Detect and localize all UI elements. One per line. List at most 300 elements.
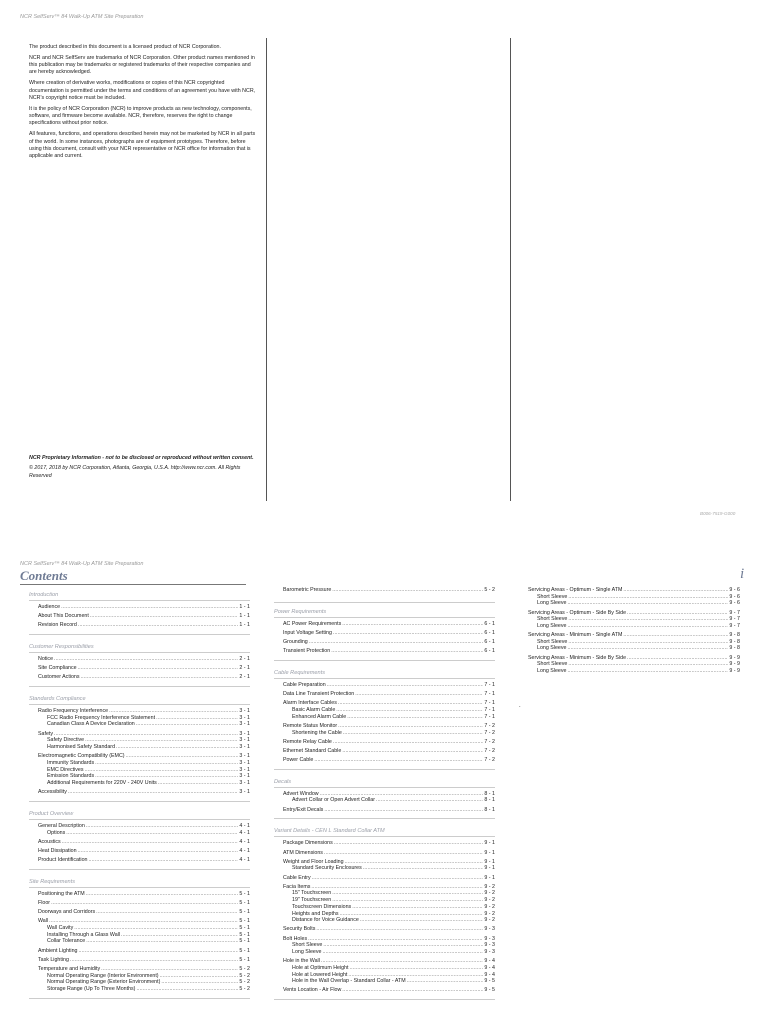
toc-entry-page: 9 - 8 [729, 632, 740, 639]
toc-entry-page: 9 - 3 [484, 935, 495, 942]
toc-entry[interactable] [274, 859, 495, 866]
toc-entry-title: Distance for Voice Guidance [292, 917, 359, 924]
toc-leader [568, 639, 728, 646]
toc-entry-title: Power Cable [283, 757, 314, 764]
toc-leader [156, 715, 238, 722]
toc-leader [49, 918, 238, 925]
toc-entry-page: 9 - 6 [729, 593, 740, 600]
toc-entry[interactable] [29, 918, 250, 925]
section-rule [29, 704, 250, 705]
toc-entry-title: EMC Directives [47, 766, 84, 773]
toc-leader [126, 753, 239, 760]
title-rule [20, 584, 246, 585]
toc-entry-title: Heat Dissipation [38, 847, 77, 854]
toc-leader [312, 875, 484, 882]
toc-entry[interactable] [29, 737, 250, 744]
toc-entry[interactable] [274, 691, 495, 698]
section-rule [29, 634, 250, 635]
toc-entry-title: Hole at Lowered Height [292, 971, 348, 978]
toc-entry[interactable] [29, 744, 250, 751]
toc-entry-page: 9 - 2 [484, 917, 495, 924]
toc-entry-page: 4 - 1 [239, 857, 250, 864]
toc-entry-title: ATM Dimensions [283, 849, 323, 856]
toc-entry-page: 7 - 1 [484, 706, 495, 713]
toc-entry[interactable] [519, 661, 740, 668]
toc-leader [333, 739, 484, 746]
toc-entry[interactable] [29, 823, 250, 830]
toc-entry-title: Long Sleeve [537, 600, 567, 607]
toc-entry[interactable] [29, 957, 250, 964]
toc-entry[interactable] [519, 623, 740, 630]
toc-entry[interactable] [274, 840, 495, 847]
toc-entry[interactable] [29, 656, 250, 663]
toc-entry-page: 5 - 2 [239, 979, 250, 986]
toc-entry-title: AC Power Requirements [283, 620, 342, 627]
section-rule [274, 678, 495, 679]
toc-entry[interactable] [29, 674, 250, 681]
toc-entry-page: 3 - 1 [239, 744, 250, 751]
toc-leader [51, 900, 238, 907]
toc-entry[interactable] [29, 604, 250, 611]
toc-entry[interactable] [29, 613, 250, 620]
toc-entry-page: 7 - 2 [484, 757, 495, 764]
toc-leader [78, 665, 239, 672]
toc-leader [338, 700, 484, 707]
toc-entry[interactable] [274, 875, 495, 882]
toc-entry-title: Touchscreen Dimensions [292, 903, 352, 910]
toc-leader [334, 840, 484, 847]
toc-leader [567, 668, 728, 675]
toc-entry-title: Wall [38, 918, 49, 925]
toc-entry[interactable] [274, 682, 495, 689]
toc-section-heading[interactable]: Variant Details - CEN L Standard Collar ATM [274, 828, 385, 835]
toc-leader [568, 594, 728, 601]
toc-leader [338, 723, 483, 730]
toc-entry-title: Servicing Areas - Optimum - Side By Side [528, 609, 627, 616]
toc-entry-title: Task Lighting [38, 956, 69, 963]
toc-entry[interactable] [274, 791, 495, 798]
toc-entry[interactable] [29, 722, 250, 729]
toc-entry[interactable] [519, 594, 740, 601]
document-number: B006-7519-G000 [700, 511, 736, 516]
toc-entry[interactable] [29, 773, 250, 780]
toc-entry-page: 3 - 1 [239, 737, 250, 744]
legal-paragraph: Where creation of derivative works, modifications or copies of this NCR copyrighted documentation is permitted under the terms and conditions of an agreement you have with NCR, NCR's copyright notice must be included. [29, 80, 256, 101]
toc-entry[interactable] [519, 655, 740, 662]
toc-entry[interactable] [29, 938, 250, 945]
toc-entry[interactable] [274, 798, 495, 805]
toc-leader [567, 623, 728, 630]
toc-entry-title: Alarm Interface Cables [283, 700, 337, 707]
toc-leader [336, 707, 483, 714]
toc-entry[interactable] [274, 926, 495, 933]
toc-section [274, 669, 495, 770]
toc-leader [323, 942, 483, 949]
toc-leader [88, 857, 238, 864]
toc-entry[interactable] [519, 632, 740, 639]
toc-entry-title: Safety Directive [47, 737, 85, 744]
toc-entry[interactable] [274, 936, 495, 943]
toc-entry-page: 9 - 4 [484, 964, 495, 971]
toc-entry[interactable] [274, 639, 495, 646]
toc-entry[interactable] [519, 587, 740, 594]
toc-entry[interactable] [274, 730, 495, 737]
toc-entry-page: 7 - 1 [484, 681, 495, 688]
toc-leader [309, 639, 484, 646]
toc-entry[interactable] [29, 622, 250, 629]
page-number: i [740, 566, 745, 582]
toc-leader [70, 957, 238, 964]
toc-entry-page: 9 - 7 [729, 622, 740, 629]
toc-entry[interactable] [519, 639, 740, 646]
toc-leader [61, 604, 238, 611]
toc-leader [86, 891, 239, 898]
toc-entry-title: Grounding [283, 639, 308, 646]
toc-leader [343, 730, 484, 737]
toc-leader [347, 714, 483, 721]
section-rule [274, 787, 495, 788]
toc-leader [86, 938, 238, 945]
toc-entry-title: Data Line Transient Protection [283, 691, 355, 698]
toc-section-heading[interactable]: Customer Responsibilities [29, 644, 94, 651]
toc-leader [86, 823, 239, 830]
toc-entry[interactable] [274, 865, 495, 872]
toc-entry-page: 3 - 1 [239, 730, 250, 737]
toc-entry[interactable] [274, 978, 495, 985]
toc-leader [308, 936, 483, 943]
toc-entry[interactable] [274, 850, 495, 857]
toc-entry-title: Revision Record [38, 622, 77, 629]
toc-entry[interactable] [519, 646, 740, 653]
toc-entry-page: 3 - 1 [239, 779, 250, 786]
toc-entry[interactable] [29, 932, 250, 939]
toc-entry-page: 9 - 2 [484, 910, 495, 917]
toc-section [29, 878, 250, 999]
toc-leader [81, 674, 239, 681]
page-header: NCR SelfServ™ 84 Walk-Up ATM Site Preparation [20, 14, 144, 20]
toc-entry-page: 8 - 1 [484, 797, 495, 804]
toc-entry-page: 3 - 1 [239, 789, 250, 796]
toc-entry[interactable] [29, 708, 250, 715]
toc-entry-page: 9 - 3 [484, 948, 495, 955]
toc-entry-page: 9 - 1 [484, 874, 495, 881]
toc-entry-title: Cable Entry [283, 874, 311, 881]
toc-entry-page: 5 - 2 [239, 986, 250, 993]
toc-entry-page: 3 - 1 [239, 759, 250, 766]
toc-entry-page: 8 - 1 [484, 806, 495, 813]
toc-leader [78, 622, 239, 629]
toc-entry-page: 4 - 1 [239, 829, 250, 836]
toc-entry[interactable] [274, 648, 495, 655]
toc-column-3 [519, 587, 740, 675]
toc-leader [316, 926, 483, 933]
toc-entry[interactable] [29, 979, 250, 986]
toc-entry-title: Positioning the ATM [38, 890, 85, 897]
toc-entry[interactable] [274, 587, 495, 594]
toc-entry-title: Cable Preparation [283, 681, 326, 688]
toc-entry[interactable] [274, 904, 495, 911]
toc-entry[interactable] [274, 891, 495, 898]
toc-section-heading[interactable]: Decals [274, 778, 292, 785]
toc-entry-title: Standard Security Enclosures [292, 865, 362, 872]
toc-entry-page: 9 - 8 [729, 645, 740, 652]
toc-entry[interactable] [29, 857, 250, 864]
toc-entry-title: Accessibility [38, 789, 67, 796]
toc-entry-page: 4 - 1 [239, 847, 250, 854]
toc-leader [627, 655, 728, 662]
toc-entry-title: Site Compliance [38, 665, 77, 672]
toc-entry-page: 6 - 1 [484, 620, 495, 627]
toc-section-heading[interactable]: Power Requirements [274, 608, 327, 615]
toc-leader [95, 773, 238, 780]
toc-entry-page: 2 - 1 [239, 674, 250, 681]
toc-section-heading[interactable]: Cable Requirements [274, 669, 325, 676]
section-rule [29, 652, 250, 653]
toc-entry-page: 7 - 2 [484, 729, 495, 736]
proprietary-block [29, 455, 261, 483]
toc-entry-title: Normal Operating Range (Interior Environment) [47, 972, 159, 979]
toc-entry-title: Advert Window [283, 790, 319, 797]
toc-entry[interactable] [274, 748, 495, 755]
toc-entry[interactable] [519, 600, 740, 607]
proprietary-notice: NCR Proprietary Information - not to be disclosed or reproduced without written consent. [29, 455, 254, 461]
toc-entry-page: 9 - 9 [729, 668, 740, 675]
toc-section [29, 695, 250, 802]
toc-entry[interactable] [29, 973, 250, 980]
toc-leader [320, 791, 484, 798]
toc-leader [78, 848, 239, 855]
toc-entry-page: 4 - 1 [239, 838, 250, 845]
toc-entry-title: Product Identification [38, 857, 88, 864]
toc-entry-title: Transient Protection [283, 648, 331, 655]
toc-entry-title: Audience [38, 603, 61, 610]
toc-entry[interactable] [274, 621, 495, 628]
toc-section-heading[interactable]: Standards Compliance [29, 696, 86, 703]
toc-entry-page: 2 - 1 [239, 656, 250, 663]
column-divider [510, 38, 511, 501]
toc-leader [324, 807, 483, 814]
toc-entry-page: 9 - 1 [484, 865, 495, 872]
toc-entry[interactable] [519, 616, 740, 623]
toc-entry-title: Remote Status Monitor [283, 722, 338, 729]
section-rule [29, 869, 250, 870]
toc-entry[interactable] [274, 739, 495, 746]
toc-entry-title: Enhanced Alarm Cable [292, 713, 347, 720]
toc-section [274, 827, 495, 1000]
toc-entry-page: 8 - 1 [484, 790, 495, 797]
toc-entry[interactable] [274, 757, 495, 764]
toc-entry[interactable] [274, 958, 495, 965]
toc-leader [121, 932, 238, 939]
toc-entry-page: 5 - 1 [239, 925, 250, 932]
toc-entry[interactable] [274, 714, 495, 721]
toc-entry-title: Ambient Lighting [38, 947, 78, 954]
toc-entry[interactable] [274, 884, 495, 891]
toc-leader [376, 797, 483, 804]
toc-entry[interactable] [29, 900, 250, 907]
toc-leader [331, 648, 483, 655]
toc-entry-title: Storage Range (Up To Three Months) [47, 986, 136, 993]
toc-entry-title: Long Sleeve [537, 668, 567, 675]
toc-entry-page: 9 - 5 [484, 987, 495, 994]
toc-leader [54, 656, 238, 663]
toc-entry[interactable] [29, 715, 250, 722]
toc-entry-page: 7 - 2 [484, 747, 495, 754]
toc-section-heading[interactable]: Product Overview [29, 810, 74, 817]
toc-entry-title: Package Dimensions [283, 840, 333, 847]
toc-entry-title: Short Sleeve [537, 638, 568, 645]
toc-entry[interactable] [29, 665, 250, 672]
toc-section [274, 778, 495, 820]
toc-leader [74, 925, 238, 932]
toc-entry[interactable] [29, 830, 250, 837]
legal-notice [29, 44, 259, 164]
toc-leader [160, 973, 239, 980]
toc-entry[interactable] [274, 911, 495, 918]
toc-entry[interactable] [274, 723, 495, 730]
toc-entry-title: Emission Standards [47, 773, 95, 780]
section-rule [29, 998, 250, 999]
toc-entry[interactable] [29, 789, 250, 796]
toc-entry[interactable] [274, 987, 495, 994]
toc-entry-page: 9 - 2 [484, 903, 495, 910]
toc-entry[interactable] [274, 630, 495, 637]
toc-leader [623, 632, 728, 639]
toc-entry-page: 5 - 1 [239, 931, 250, 938]
section-rule [274, 999, 495, 1000]
toc-entry-title: General Description [38, 822, 85, 829]
toc-entry[interactable] [274, 897, 495, 904]
toc-entry[interactable] [274, 707, 495, 714]
toc-leader [342, 621, 483, 628]
toc-entry-page: 9 - 7 [729, 616, 740, 623]
toc-section-heading[interactable]: Introduction [29, 592, 59, 598]
toc-leader [627, 610, 728, 617]
toc-entry-title: Wall Cavity [47, 925, 74, 932]
toc-column-2 [274, 587, 495, 1008]
toc-entry-title: Acoustics [38, 838, 61, 845]
toc-leader [324, 850, 483, 857]
toc-leader [350, 965, 484, 972]
section-rule [29, 887, 250, 888]
toc-entry[interactable] [29, 966, 250, 973]
toc-entry[interactable] [29, 767, 250, 774]
toc-entry-title: Safety [38, 730, 54, 737]
toc-entry-title: Immunity Standards [47, 759, 95, 766]
toc-entry-title: FCC Radio Frequency Interference Statement [47, 714, 156, 721]
toc-leader [158, 780, 239, 787]
toc-entry[interactable] [274, 949, 495, 956]
toc-entry-page: 5 - 1 [239, 909, 250, 916]
toc-leader [54, 731, 238, 738]
section-rule [274, 836, 495, 837]
toc-entry[interactable] [29, 909, 250, 916]
toc-entry[interactable] [519, 668, 740, 675]
section-rule [274, 769, 495, 770]
toc-entry-title: Floor [38, 899, 51, 906]
toc-entry-page: 9 - 3 [484, 926, 495, 933]
toc-leader [363, 865, 484, 872]
toc-entry-title: 19" Touchscreen [292, 897, 332, 904]
toc-leader [95, 760, 238, 767]
toc-leader [332, 897, 483, 904]
toc-entry-page: 1 - 1 [239, 613, 250, 620]
toc-entry[interactable] [29, 891, 250, 898]
toc-column-1 [29, 591, 250, 1007]
toc-entry[interactable] [29, 760, 250, 767]
section-rule [29, 801, 250, 802]
toc-leader [62, 839, 239, 846]
section-rule [274, 818, 495, 819]
toc-leader [352, 904, 483, 911]
section-rule [29, 600, 250, 601]
toc-entry-title: Shortening the Cable [292, 729, 342, 736]
toc-leader [101, 966, 238, 973]
toc-entry-title: Security Bolts [283, 926, 316, 933]
toc-section-heading[interactable]: Site Requirements [29, 878, 76, 885]
toc-leader [345, 859, 484, 866]
toc-entry-title: Doorways and Corridors [38, 909, 96, 916]
toc-entry[interactable] [274, 807, 495, 814]
toc-leader [332, 587, 483, 594]
toc-entry-title: Short Sleeve [537, 616, 568, 623]
section-rule [274, 617, 495, 618]
toc-leader [109, 708, 238, 715]
toc-entry[interactable] [274, 917, 495, 924]
toc-entry-title: Entry/Exit Decals [283, 806, 324, 813]
toc-entry[interactable] [274, 700, 495, 707]
toc-entry[interactable] [29, 986, 250, 993]
toc-entry-page: 1 - 1 [239, 622, 250, 629]
toc-entry-page: 3 - 1 [239, 714, 250, 721]
toc-entry-title: Hole at Optimum Height [292, 964, 349, 971]
toc-entry-title: Harmonised Safety Standard [47, 744, 116, 751]
copyright-notice: © 2017, 2018 by NCR Corporation, Atlanta, Georgia, U.S.A. http://www.ncr.com. All Rights Reserved [29, 465, 241, 479]
toc-entry-page: 9 - 3 [484, 942, 495, 949]
toc-entry-page: 7 - 2 [484, 722, 495, 729]
toc-section [274, 608, 495, 661]
toc-entry[interactable] [519, 610, 740, 617]
toc-entry-page: 9 - 2 [484, 883, 495, 890]
toc-entry[interactable] [29, 948, 250, 955]
toc-entry[interactable] [274, 972, 495, 979]
toc-entry[interactable] [274, 942, 495, 949]
toc-entry-page: 5 - 2 [484, 586, 495, 593]
toc-entry[interactable] [29, 753, 250, 760]
toc-entry[interactable] [29, 731, 250, 738]
toc-entry[interactable] [29, 925, 250, 932]
toc-entry-title: Additional Requirements for 220V - 240V Units [47, 779, 157, 786]
toc-entry-title: Weight and Floor Loading [283, 858, 344, 865]
toc-entry-page: 3 - 1 [239, 766, 250, 773]
toc-entry[interactable] [29, 848, 250, 855]
toc-entry-page: 6 - 1 [484, 639, 495, 646]
toc-entry-page: 9 - 9 [729, 661, 740, 668]
toc-leader [623, 587, 728, 594]
toc-entry[interactable] [29, 780, 250, 787]
toc-leader [66, 830, 238, 837]
toc-entry[interactable] [29, 839, 250, 846]
toc-section [29, 591, 250, 635]
toc-entry-page: 9 - 9 [729, 654, 740, 661]
toc-entry-page: 5 - 1 [239, 956, 250, 963]
toc-entry-title: Short Sleeve [292, 942, 323, 949]
toc-entry-title: Remote Relay Cable [283, 738, 332, 745]
toc-entry-title: Servicing Areas - Minimum - Single ATM [528, 632, 623, 639]
toc-entry[interactable] [274, 965, 495, 972]
toc-entry-page: 6 - 1 [484, 629, 495, 636]
toc-entry-page: 4 - 1 [239, 822, 250, 829]
